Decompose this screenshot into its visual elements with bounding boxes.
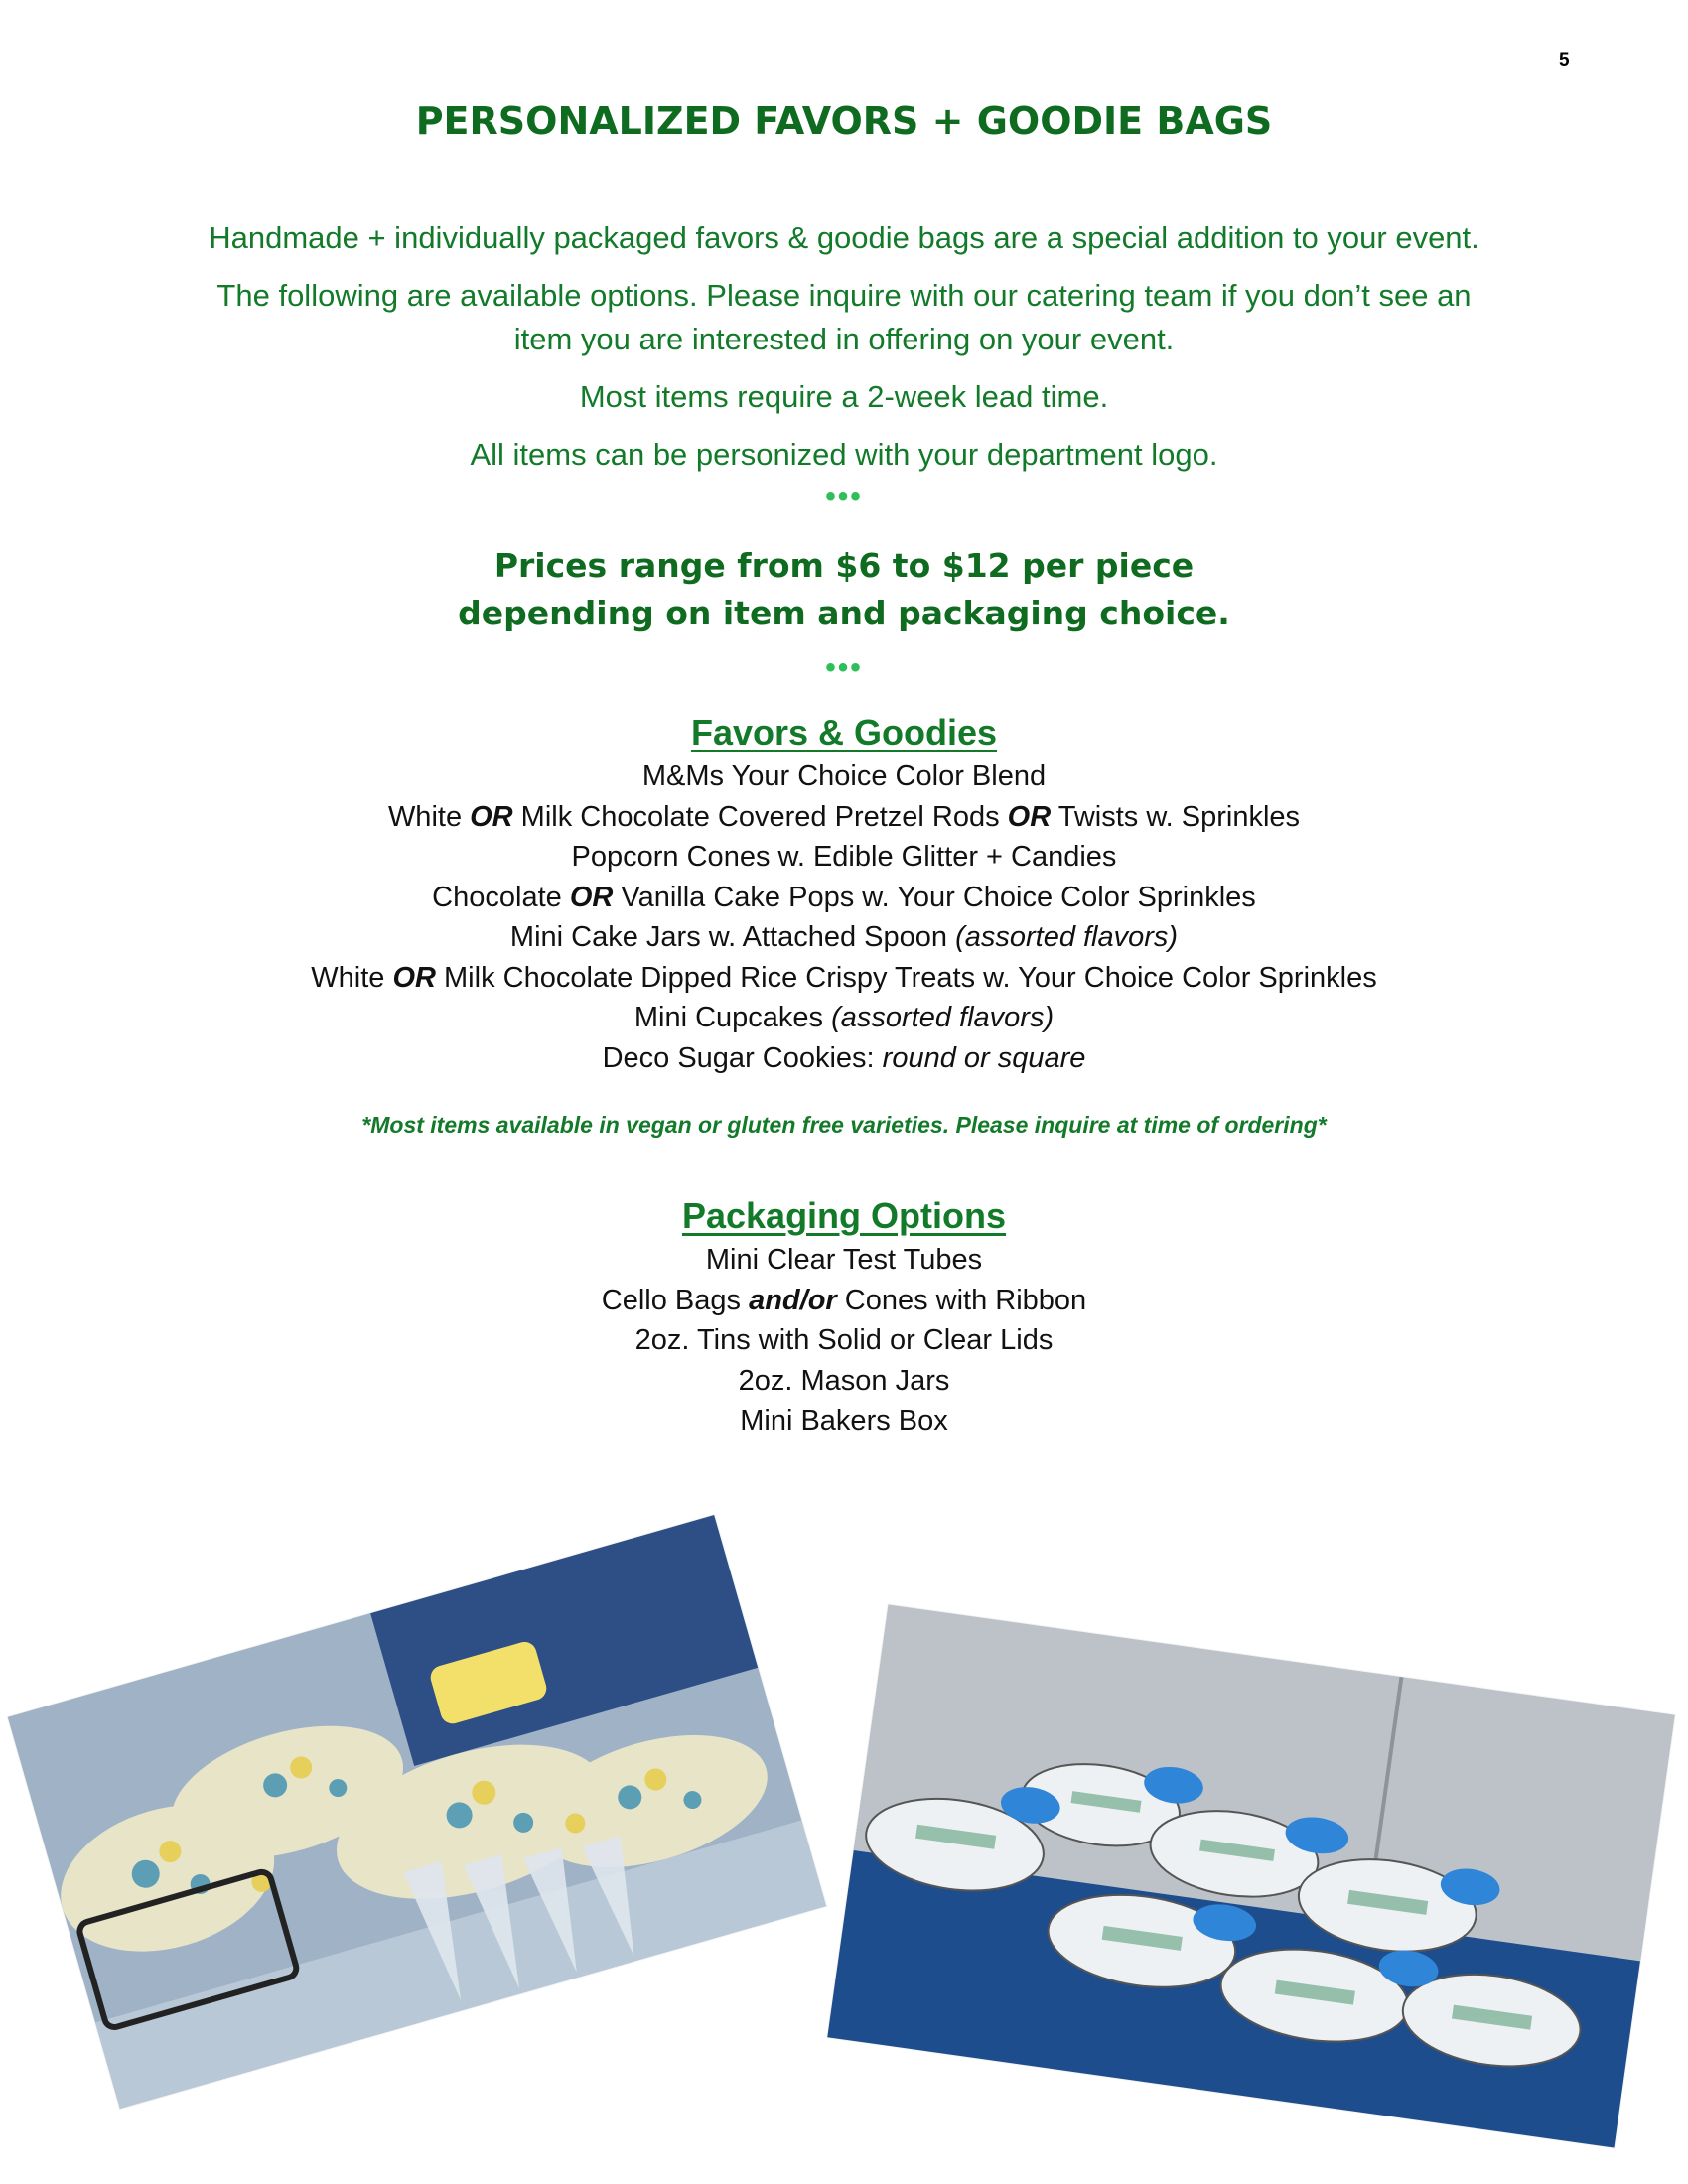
popcorn-cones-photo	[8, 1515, 826, 2109]
list-item: Mini Cake Jars w. Attached Spoon (assorted flavors)	[509, 921, 1179, 953]
dietary-note: *Most items available in vegan or gluten free varieties. Please inquire at time of ordering*	[361, 1112, 1327, 1138]
intro-line-1: Handmade + individually packaged favors & goodie bags are a special addition to your event.	[209, 220, 1479, 255]
favors-list	[0, 756, 1688, 1078]
page-number: 5	[1559, 50, 1570, 70]
intro-line-2a: The following are available options. Please inquire with our catering team if you don’t see an	[216, 278, 1472, 313]
price-line-2: depending on item and packaging choice.	[458, 594, 1230, 632]
list-item: M&Ms Your Choice Color Blend	[641, 760, 1047, 792]
popcorn-cones-photo-graphic	[8, 1515, 826, 2109]
intro-text	[0, 216, 1688, 477]
intro-line-4: All items can be personized with your department logo.	[470, 437, 1218, 472]
list-item: Mini Clear Test Tubes	[705, 1244, 983, 1276]
list-item: Deco Sugar Cookies: round or square	[602, 1041, 1086, 1074]
list-item: Mini Cupcakes (assorted flavors)	[633, 1002, 1055, 1033]
intro-line-3: Most items require a 2-week lead time.	[579, 379, 1109, 414]
test-tube-baskets-photo	[827, 1604, 1674, 2147]
price-line-1: Prices range from $6 to $12 per piece	[493, 546, 1195, 585]
list-item: 2oz. Tins with Solid or Clear Lids	[634, 1324, 1054, 1356]
page-title: PERSONALIZED FAVORS + GOODIE BAGS	[415, 99, 1273, 143]
price-note	[0, 542, 1688, 637]
test-tube-baskets-photo-graphic	[827, 1604, 1674, 2147]
list-item: Cello Bags and/or Cones with Ribbon	[601, 1284, 1087, 1316]
list-item: White OR Milk Chocolate Dipped Rice Crispy Treats w. Your Choice Color Sprinkles	[311, 961, 1377, 994]
list-item: Mini Bakers Box	[740, 1405, 948, 1436]
packaging-section-title: Packaging Options	[681, 1195, 1007, 1236]
list-item: Popcorn Cones w. Edible Glitter + Candies	[571, 841, 1117, 873]
separator-dots: •••	[825, 651, 863, 684]
packaging-list	[0, 1240, 1688, 1441]
list-item: White OR Milk Chocolate Covered Pretzel Rods OR Twists w. Sprinkles	[387, 800, 1301, 833]
favors-section-title: Favors & Goodies	[690, 712, 998, 752]
list-item: Chocolate OR Vanilla Cake Pops w. Your Choice Color Sprinkles	[432, 881, 1256, 913]
separator-dots: •••	[825, 480, 863, 513]
list-item: 2oz. Mason Jars	[738, 1364, 950, 1397]
intro-line-2b: item you are interested in offering on your event.	[513, 322, 1175, 356]
